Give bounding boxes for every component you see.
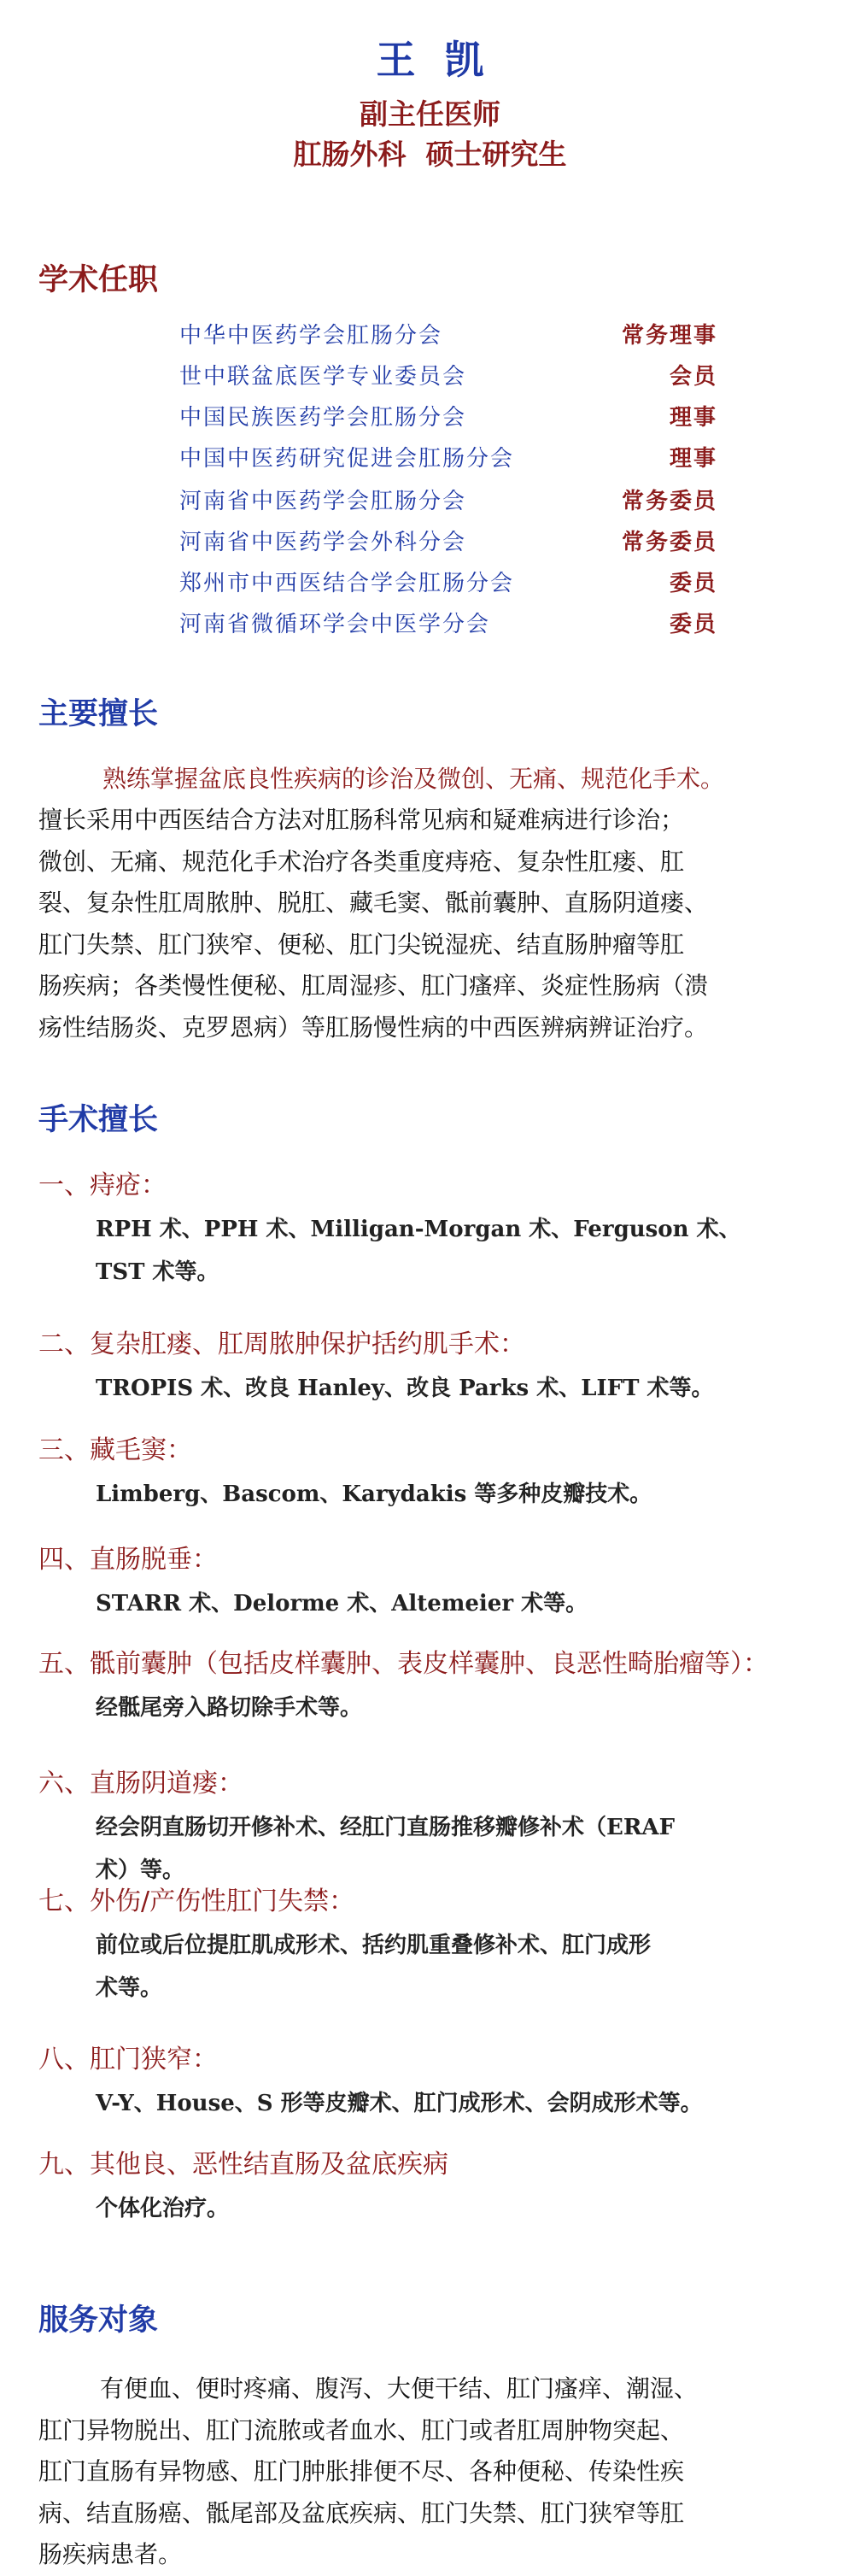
surgery-item-heading: 七、外伤/产伤性肛门失禁： (38, 1887, 355, 1916)
surgery-item-detail: RPH 术、PPH 术、Milligan-Morgan 术、Ferguson 术、 (96, 1217, 741, 1242)
academic-org: 河南省中医药学会外科分会 (179, 530, 467, 555)
surgery-heading: 手术擅长 (38, 1103, 159, 1137)
academic-role: 会员 (669, 364, 717, 390)
academic-role: 常务委员 (621, 530, 717, 555)
doctor-name: 王凯 (376, 37, 513, 83)
surgery-item-detail: 经骶尾旁入路切除手术等。 (96, 1695, 363, 1721)
specialty-line: 肛门失禁、肛门狭窄、便秘、肛门尖锐湿疣、结直肠肿瘤等肛 (38, 930, 685, 959)
academic-org: 世中联盆底医学专业委员会 (179, 364, 467, 390)
academic-org: 河南省微循环学会中医学分会 (179, 612, 491, 637)
surgery-item-heading: 四、直肠脱垂： (38, 1545, 218, 1575)
academic-role: 常务委员 (621, 489, 717, 514)
specialty-line: 裂、复杂性肛周脓肿、脱肛、藏毛窦、骶前囊肿、直肠阴道瘘、 (38, 889, 709, 917)
surgery-item-heading: 一、痔疮： (38, 1171, 167, 1200)
academic-org: 郑州市中西医结合学会肛肠分会 (179, 571, 515, 596)
surgery-item-detail: 前位或后位提肛肌成形术、括约肌重叠修补术、肛门成形 (96, 1933, 652, 1958)
surgery-item-heading: 八、肛门狭窄： (38, 2045, 218, 2074)
academic-org: 中华中医药学会肛肠分会 (179, 323, 443, 349)
surgery-item-detail: Limberg、Bascom、Karydakis 等多种皮瓣技术。 (96, 1482, 652, 1507)
surgery-item-detail: TST 术等。 (96, 1259, 219, 1285)
surgery-item-heading: 二、复杂肛瘘、肛周脓肿保护括约肌手术： (38, 1329, 525, 1359)
service-paragraph (38, 2368, 833, 2576)
service-line: 肛门异物脱出、肛门流脓或者血水、肛门或者肛周肿物突起、 (38, 2415, 685, 2444)
specialty-paragraph (38, 800, 833, 1048)
academic-role: 常务理事 (621, 323, 717, 349)
specialty-line: 肠疾病；各类慢性便秘、肛周湿疹、肛门瘙痒、炎症性肠病（溃 (38, 971, 709, 1000)
academic-role: 委员 (669, 612, 717, 637)
surgery-item-detail: 术）等。 (96, 1857, 185, 1883)
specialty-line: 疡性结肠炎、克罗恩病）等肛肠慢性病的中西医辨病辨证治疗。 (38, 1012, 709, 1042)
surgery-item-detail: 个体化治疗。 (96, 2196, 230, 2221)
service-line: 有便血、便时疼痛、腹泻、大便干结、肛门瘙痒、潮湿、 (100, 2374, 699, 2403)
surgery-item-heading: 五、骶前囊肿（包括皮样囊肿、表皮样囊肿、良恶性畸胎瘤等）： (38, 1649, 769, 1679)
surgery-item-heading: 九、其他良、恶性结直肠及盆底疾病 (38, 2150, 448, 2180)
service-line: 病、结直肠癌、骶尾部及盆底疾病、肛门失禁、肛门狭窄等肛 (38, 2498, 685, 2527)
surgery-item-detail: 经会阴直肠切开修补术、经肛门直肠推移瓣修补术（ERAF (96, 1815, 676, 1840)
service-heading: 服务对象 (38, 2303, 159, 2338)
surgery-item-detail: STARR 术、Delorme 术、Altemeier 术等。 (96, 1591, 588, 1617)
specialty-line: 擅长采用中西医结合方法对肛肠科常见病和疑难病进行诊治； (38, 806, 685, 834)
academic-heading: 学术任职 (38, 263, 159, 297)
specialty-lead: 熟练掌握盆底良性疾病的诊治及微创、无痛、规范化手术。 (102, 765, 725, 793)
academic-role: 理事 (669, 446, 717, 472)
surgery-item-heading: 六、直肠阴道瘘： (38, 1769, 243, 1799)
academic-org: 中国民族医药学会肛肠分会 (179, 405, 467, 431)
academic-role: 委员 (669, 571, 717, 596)
service-line: 肠疾病患者。 (38, 2540, 183, 2568)
service-line: 肛门直肠有异物感、肛门肿胀排便不尽、各种便秘、传染性疾 (38, 2457, 685, 2485)
specialty-line: 微创、无痛、规范化手术治疗各类重度痔疮、复杂性肛瘘、肛 (38, 847, 685, 876)
doctor-department: 肛肠外科 硕士研究生 (293, 138, 567, 171)
academic-org: 中国中医药研究促进会肛肠分会 (179, 446, 515, 472)
academic-role: 理事 (669, 405, 717, 431)
doctor-title: 副主任医师 (360, 97, 500, 131)
surgery-item-detail: TROPIS 术、改良 Hanley、改良 Parks 术、LIFT 术等。 (96, 1376, 714, 1401)
surgery-item-detail: 术等。 (96, 1975, 163, 2001)
surgery-item-heading: 三、藏毛窦： (38, 1435, 192, 1465)
surgery-item-detail: V-Y、House、S 形等皮瓣术、肛门成形术、会阴成形术等。 (96, 2091, 703, 2116)
academic-org: 河南省中医药学会肛肠分会 (179, 489, 467, 514)
specialty-heading: 主要擅长 (38, 697, 159, 731)
